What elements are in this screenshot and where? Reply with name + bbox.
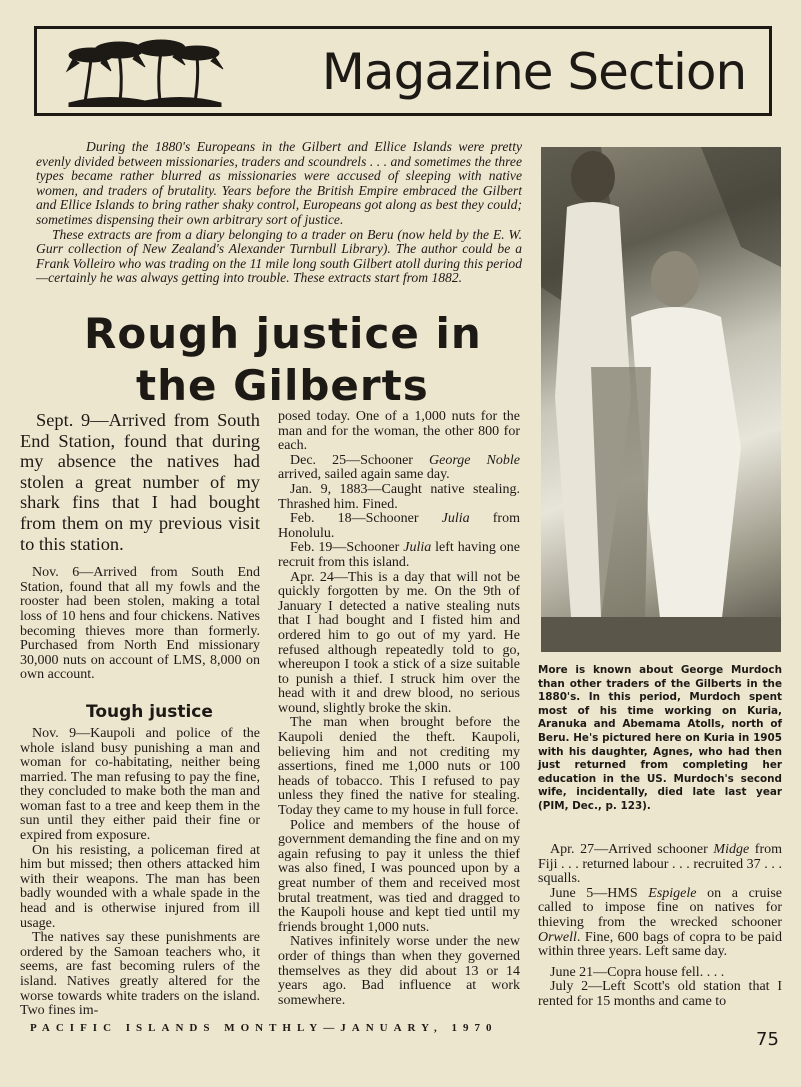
photo-figures bbox=[541, 147, 781, 652]
diary-entry: June 5—HMS Espigele on a cruise called to impose fine on natives for thieving from the wrecked schooner Orwell. Fine, 600 bags of copra to be paid within three years. Left same day. bbox=[538, 885, 782, 960]
article-column-2 bbox=[278, 410, 520, 1008]
headline-line: the Gilberts bbox=[136, 361, 429, 410]
diary-entry: Apr. 24—This is a day that will not be quickly forgotten by me. On the 9th of January I detected a native stealing nuts that I had bought and I fisted him and ordered him to go out of my yard. He refused although repeatedly told to go, whereupon I took a stick of a size suitable to punish a thief. I struck him over the head with it and drew blood, no serious wound, slightly broke the skin. bbox=[278, 569, 520, 716]
intro-text bbox=[36, 140, 522, 286]
headline-line: Rough justice in bbox=[84, 309, 482, 358]
section-header bbox=[34, 26, 772, 116]
diary-entry: Police and members of the house of government demanding the fine and on my again refusing to pay it unless the thief was also fined, I was pounced upon by a great number of them and received most brutal treatment, was tied and dragged to the Kaupoli house and kept tied until my friends brought 1,000 nuts. bbox=[278, 817, 520, 935]
photo-caption bbox=[538, 664, 782, 814]
subheading: Tough justice bbox=[86, 701, 213, 722]
palm-trees-icon bbox=[65, 37, 225, 107]
diary-entry: Jan. 9, 1883—Caught native stealing. Thrashed him. Fined. bbox=[278, 481, 520, 512]
page-number: 75 bbox=[756, 1029, 779, 1050]
diary-entry: The natives say these punishments are ordered by the Samoan teachers who, it seems, are fast becoming rulers of the island. Natives greatly altered for the worse towards white traders on the island. Two fines im- bbox=[20, 930, 260, 1019]
diary-entry: posed today. One of a 1,000 nuts for the man and for the woman, the other 800 for each. bbox=[278, 409, 520, 454]
section-title: Magazine Section bbox=[321, 43, 747, 101]
diary-entry: Feb. 18—Schooner Julia from Honolulu. bbox=[278, 511, 520, 541]
diary-entry: June 21—Copra house fell. . . . bbox=[550, 964, 725, 980]
diary-entry: Nov. 6—Arrived from South End Station, found that all my fowls and the rooster had been stolen, making a total loss of 10 hens and four chickens. Natives becoming thieves more than formerly. Purchased from North End missionary 30,000 nuts on account of LMS, 8,000 on own account. bbox=[20, 565, 260, 683]
diary-entry: Nov. 9—Kaupoli and police of the whole island busy punishing a man and woman for co-habitating, neither being married. The man refusing to pay the fine, they concluded to make both the man and woman fast to a tree and keep them in the sun until they either paid their fine or expired from exposure. bbox=[20, 725, 260, 844]
diary-entry: Feb. 19—Schooner Julia left having one recruit from this island. bbox=[278, 540, 520, 570]
diary-entry: Dec. 25—Schooner George Noble arrived, sailed again same day. bbox=[278, 452, 520, 483]
publication-footer: PACIFIC ISLANDS MONTHLY—JANUARY, 1970 bbox=[30, 1022, 498, 1034]
diary-entry: July 2—Left Scott's old station that I rented for 15 months and came to bbox=[538, 979, 782, 1009]
diary-entry: Apr. 27—Arrived schooner Midge from Fiji . . . returned labour . . . recruited 37 . . . squalls. bbox=[538, 842, 782, 887]
caption-text: More is known about George Murdoch than other traders of the Gilberts in the 1880's. In this period, Murdoch spent most of his time working on Kuria, Aranuka and Abemama Atolls, north of Beru. He's pictured here on Kuria in 1905 with his daughter, Agnes, who had then just returned from completing her education in the US. Murdoch's second wife, incidentally, died late last year (PIM, Dec., p. 123). bbox=[538, 664, 782, 812]
intro-paragraph: These extracts are from a diary belonging to a trader on Beru (now held by the E. W. Gurr collection of New Zealand's Alexander Turnbull Library). The author could be a Frank Volleiro who was trading on the 11 mile long south Gilbert atoll during this period—certainly he was always getting into trouble. These extracts start from 1882. bbox=[36, 226, 522, 286]
diary-entry: The man when brought before the Kaupoli denied the theft. Kaupoli, believing him and not crediting my assertions, fined me 1,000 nuts or 100 heads of tobacco. This I refused to pay unless they fined the native for stealing. Today they came to my house in full force. bbox=[278, 715, 520, 819]
diary-entry: On his resisting, a policeman fired at him but missed; then others attacked him with their weapons. The man has been badly wounded with a whale spade in the head and is otherwise injured from ill usage. bbox=[20, 842, 260, 931]
diary-entry: Sept. 9—Arrived from South End Station, found that during my absence the natives had stolen a great number of my shark fins that I had bought from them on my previous visit to this station. bbox=[20, 410, 260, 554]
article-column-3 bbox=[538, 843, 782, 1010]
historical-photo bbox=[541, 147, 781, 652]
article-headline bbox=[84, 308, 504, 412]
article-column-1 bbox=[20, 410, 260, 1019]
diary-entry: Natives infinitely worse under the new order of things than when they governed themselves as they did about 13 or 14 years ago. Bad influence at work somewhere. bbox=[278, 934, 520, 1008]
intro-paragraph: During the 1880's Europeans in the Gilbert and Ellice Islands were pretty evenly divided between missionaries, traders and scoundrels . . . and sometimes the three types became rather blurred as missionaries were accused of sleeping with native women, and traders of brutality. Years before the British Empire embraced the Gilbert and Ellice Islands to bring rather shaky control, Europeans got along as best they could; sometimes dispensing their own arbitrary sort of justice. bbox=[36, 139, 522, 227]
